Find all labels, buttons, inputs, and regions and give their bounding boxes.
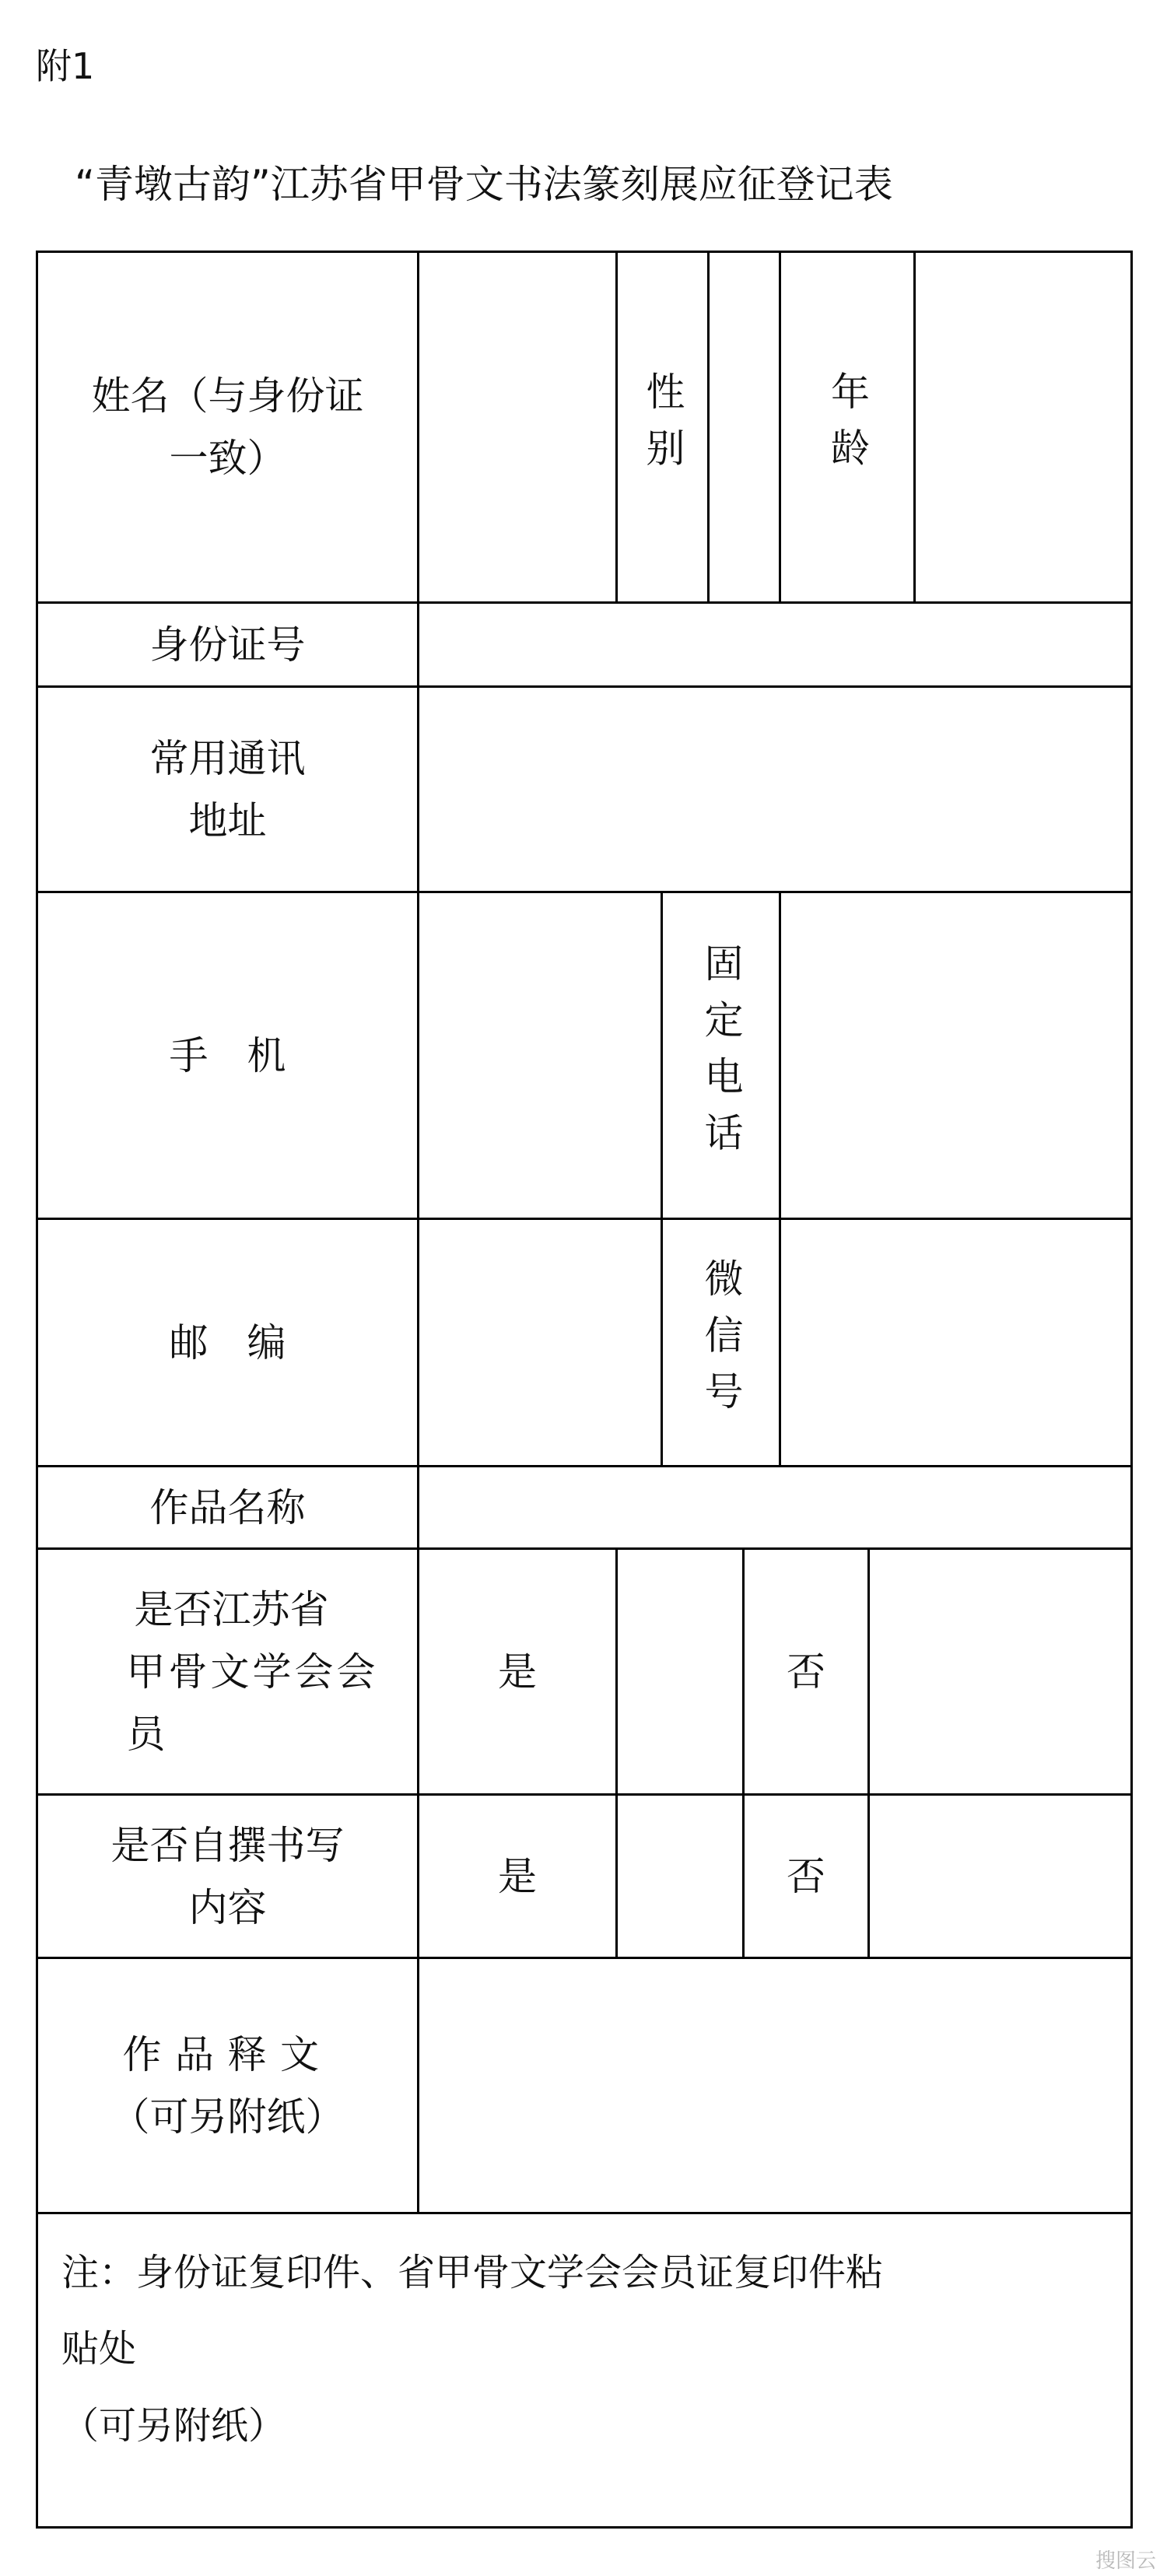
interpretation-label-line2: （可另附纸） (110, 2094, 345, 2140)
name-label (38, 253, 417, 601)
id-number-input-cell[interactable] (419, 604, 1130, 685)
self-written-no-checkbox-cell[interactable] (870, 1796, 1130, 1957)
note-line2: 贴处 (61, 2327, 137, 2371)
gender-input-cell[interactable] (710, 253, 779, 601)
self-written-label (38, 1796, 417, 1957)
member-label-line3: 员 (126, 1711, 166, 1757)
gender-label: 性别 (640, 370, 685, 484)
attachment-label: 附1 (36, 45, 95, 87)
mobile-label: 手 机 (169, 1032, 286, 1078)
self-written-label-line2: 内容 (188, 1884, 267, 1930)
watermark (1095, 2550, 1156, 2573)
postcode-input-cell[interactable] (419, 1220, 661, 1465)
note-line1: 注：身份证复印件、省甲骨文学会会员证复印件粘 (61, 2251, 884, 2294)
member-no-label: 否 (787, 1649, 825, 1695)
wechat-label: 微信号 (698, 1257, 744, 1428)
address-input-cell[interactable] (419, 688, 1130, 891)
member-no-checkbox-cell[interactable] (870, 1550, 1130, 1793)
self-written-no-label: 否 (787, 1853, 825, 1899)
member-yes-checkbox-cell[interactable] (618, 1550, 742, 1793)
address-label-line2: 地址 (188, 797, 267, 843)
address-label-line1: 常用通讯 (149, 735, 306, 781)
wechat-input-cell[interactable] (781, 1220, 1130, 1465)
form-title: “青墩古韵”江苏省甲骨文书法篆刻展应征登记表 (75, 162, 893, 207)
age-input-cell[interactable] (916, 253, 1130, 601)
work-title-input-cell[interactable] (419, 1467, 1130, 1547)
document-paste-area[interactable] (38, 2214, 1130, 2526)
self-written-label-line1: 是否自撰书写 (110, 1822, 345, 1868)
work-title-label: 作品名称 (149, 1484, 306, 1530)
id-number-label: 身份证号 (149, 622, 306, 668)
name-input-cell[interactable] (419, 253, 615, 601)
watermark-text: 搜图云 (1095, 2550, 1156, 2574)
landline-label: 固定电话 (698, 942, 744, 1169)
member-yes-label: 是 (498, 1649, 537, 1695)
member-label (38, 1550, 417, 1793)
member-label-line2: 甲骨文学会会 (126, 1649, 379, 1695)
interpretation-label-line1: 作品释文 (122, 2031, 333, 2077)
mobile-input-cell[interactable] (419, 893, 661, 1218)
note-line3: （可另附纸） (61, 2403, 286, 2448)
interpretation-label (38, 1959, 417, 2212)
address-label (38, 688, 417, 891)
interpretation-input-cell[interactable] (419, 1959, 1130, 2212)
landline-input-cell[interactable] (781, 893, 1130, 1218)
age-label: 年龄 (825, 370, 870, 484)
registration-form-table (36, 251, 1133, 2529)
postcode-label: 邮 编 (169, 1320, 286, 1365)
self-written-yes-checkbox-cell[interactable] (618, 1796, 742, 1957)
self-written-yes-label: 是 (498, 1853, 537, 1899)
member-label-line1: 是否江苏省 (134, 1586, 329, 1632)
name-label-line2: 一致） (169, 436, 286, 481)
name-label-line1: 姓名（与身份证 (91, 373, 364, 419)
